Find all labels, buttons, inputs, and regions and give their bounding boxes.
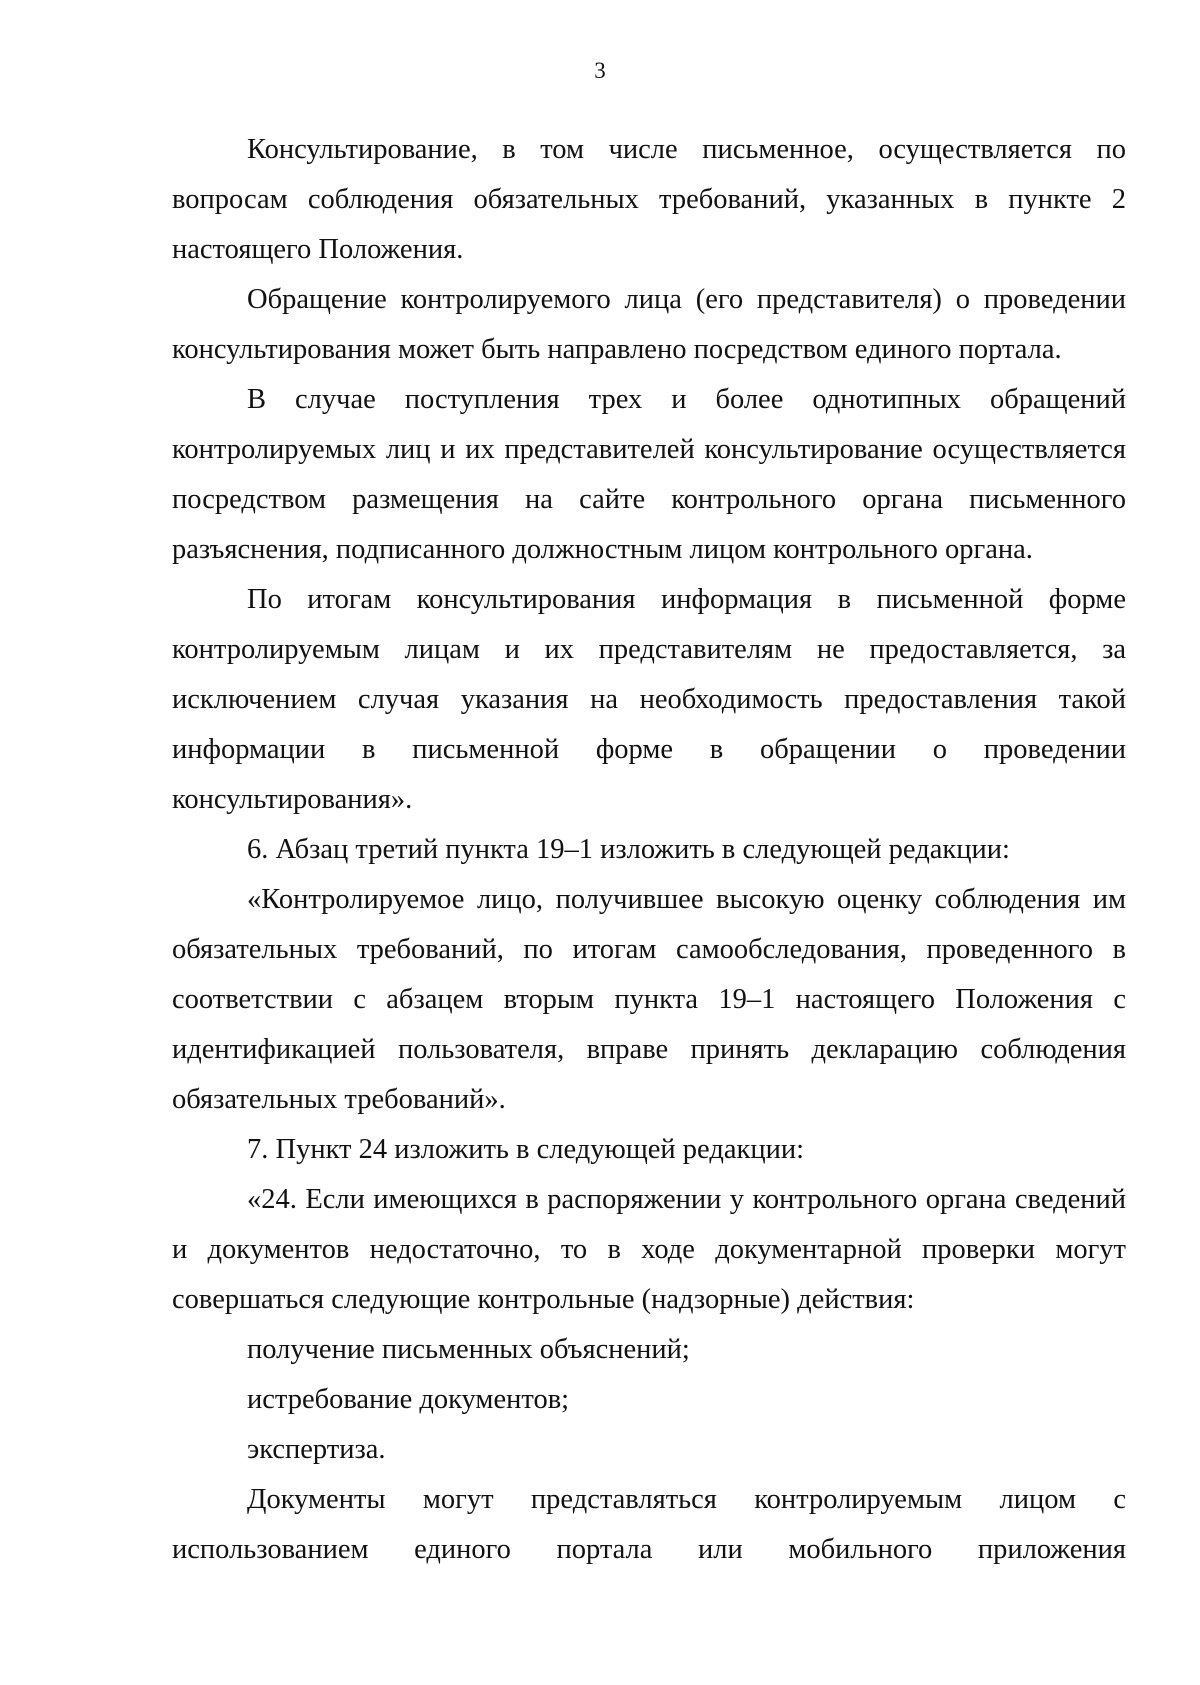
paragraph: 6. Абзац третий пункта 19–1 изложить в следующей редакции:	[247, 834, 1010, 865]
paragraph: 7. Пункт 24 изложить в следующей редакции:	[247, 1134, 804, 1165]
paragraph: «Контролируемое лицо, получившее высокую оценку соблюдения им обязательных требований, по итогам самообследования, проведенного в соответствии с абзацем вторым пункта 19–1 настоящего Положения с идентификацией пользователя, вправе принять декларацию соблюдения обязательных требований».	[172, 884, 1126, 1115]
paragraph: По итогам консультирования информация в письменной форме контролируемым лицам и их представителям не предоставляется, за исключением случая указания на необходимость предоставления такой информации в письменной форме в обращении о проведении консультирования».	[172, 584, 1126, 815]
paragraph: Документы могут представляться контролируемым лицом с использованием единого портала или мобильного приложения	[172, 1484, 1126, 1565]
page-number: 3	[594, 58, 606, 83]
document-body	[172, 125, 1126, 1575]
paragraph: Обращение контролируемого лица (его представителя) о проведении консультирования может быть направлено посредством единого портала.	[172, 284, 1126, 365]
paragraph: «24. Если имеющихся в распоряжении у контрольного органа сведений и документов недостаточно, то в ходе документарной проверки могут совершаться следующие контрольные (надзорные) действия:	[172, 1184, 1126, 1315]
list-item: экспертиза.	[247, 1434, 386, 1465]
list-item: истребование документов;	[247, 1384, 570, 1415]
list-item: получение письменных объяснений;	[247, 1334, 690, 1365]
paragraph: В случае поступления трех и более однотипных обращений контролируемых лиц и их представителей консультирование осуществляется посредством размещения на сайте контрольного органа письменного разъяснения, подписанного должностным лицом контрольного органа.	[172, 384, 1126, 565]
paragraph: Консультирование, в том числе письменное, осуществляется по вопросам соблюдения обязательных требований, указанных в пункте 2 настоящего Положения.	[172, 134, 1126, 265]
